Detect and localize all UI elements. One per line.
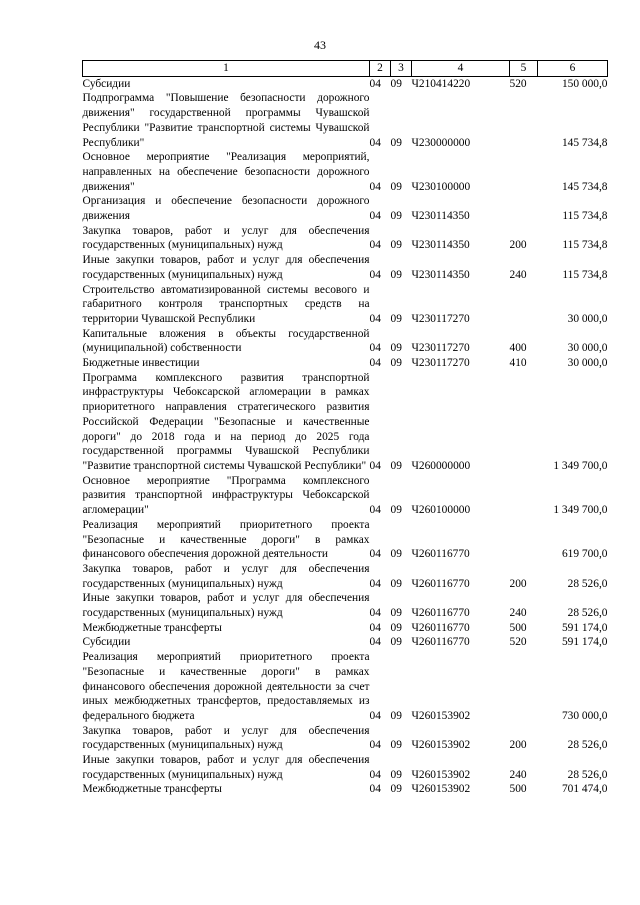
row-amount-cell: 28 526,0 xyxy=(567,768,608,781)
row-amount-cell: 28 526,0 xyxy=(567,607,608,620)
row-subsection-cell: 09 xyxy=(390,357,402,370)
table-row xyxy=(83,371,608,474)
row-expense-type-cell xyxy=(510,91,538,150)
row-name-cell: Субсидии xyxy=(82,77,131,90)
row-name-cell: Межбюджетные трансферты xyxy=(82,783,222,796)
table-row xyxy=(83,474,608,518)
row-name-cell: Иные закупки товаров, работ и услуг для обеспечения государственных (муниципальных) нужд xyxy=(82,592,370,620)
row-expense-type-cell: 200 xyxy=(509,577,527,590)
row-expense-type-cell: 200 xyxy=(509,739,527,752)
table-row xyxy=(83,283,608,327)
row-amount-cell: 591 174,0 xyxy=(561,621,608,634)
row-target-article-cell: Ч260153902 xyxy=(411,739,471,752)
row-amount-cell: 30 000,0 xyxy=(567,312,608,325)
table-row xyxy=(83,194,608,223)
row-target-article-cell: Ч210414220 xyxy=(411,77,471,90)
row-section-cell: 04 xyxy=(369,636,381,649)
row-amount-cell: 619 700,0 xyxy=(561,548,608,561)
row-subsection-cell: 09 xyxy=(390,77,402,90)
row-section-cell: 04 xyxy=(369,342,381,355)
row-subsection-cell: 09 xyxy=(390,239,402,252)
row-name-cell: Межбюджетные трансферты xyxy=(82,621,222,634)
row-name-cell: Строительство автоматизированной системы весового и габаритного контроля транспортных средств на территории Чувашской Республики xyxy=(82,283,370,325)
table-row xyxy=(83,253,608,282)
row-name-cell: Программа комплексного развития транспортной инфраструктуры Чебоксарской агломерации в рамках приоритетного направления стратегического развития Российской Федерации "Безопасные и качественные дороги" до 2018 года и на период до 2025 года государственной программы Чувашской Республики "Развитие транспортной системы Чувашской Республики" xyxy=(82,371,370,472)
header-col-2: 2 xyxy=(370,61,391,77)
row-expense-type-cell: 410 xyxy=(509,357,527,370)
row-name-cell: Бюджетные инвестиции xyxy=(82,357,200,370)
row-subsection-cell: 09 xyxy=(390,577,402,590)
row-amount-cell: 701 474,0 xyxy=(561,783,608,796)
row-target-article-cell: Ч260153902 xyxy=(411,783,471,796)
row-expense-type-cell xyxy=(510,283,538,327)
row-target-article-cell: Ч260153902 xyxy=(411,768,471,781)
row-target-article-cell: Ч260100000 xyxy=(411,504,471,517)
table-row xyxy=(83,356,608,371)
row-expense-type-cell xyxy=(510,371,538,474)
row-amount-cell: 115 734,8 xyxy=(562,239,608,252)
budget-table xyxy=(82,60,608,797)
page-number: 43 xyxy=(314,38,326,52)
row-subsection-cell: 09 xyxy=(390,459,402,472)
row-expense-type-cell: 500 xyxy=(509,783,527,796)
row-section-cell: 04 xyxy=(369,210,381,223)
row-subsection-cell: 09 xyxy=(390,136,402,149)
table-row xyxy=(83,91,608,150)
row-expense-type-cell xyxy=(510,518,538,562)
row-subsection-cell: 09 xyxy=(390,504,402,517)
row-subsection-cell: 09 xyxy=(390,783,402,796)
header-col-5: 5 xyxy=(510,61,538,77)
row-subsection-cell: 09 xyxy=(390,342,402,355)
row-subsection-cell: 09 xyxy=(390,621,402,634)
table-row xyxy=(83,562,608,591)
row-subsection-cell: 09 xyxy=(390,709,402,722)
row-target-article-cell: Ч230117270 xyxy=(411,312,470,325)
row-name-cell: Закупка товаров, работ и услуг для обеспечения государственных (муниципальных) нужд xyxy=(82,562,370,590)
row-amount-cell: 28 526,0 xyxy=(567,739,608,752)
row-amount-cell: 30 000,0 xyxy=(567,342,608,355)
table-row xyxy=(83,753,608,782)
table-row xyxy=(83,518,608,562)
row-subsection-cell: 09 xyxy=(390,607,402,620)
row-expense-type-cell: 400 xyxy=(509,342,527,355)
row-section-cell: 04 xyxy=(369,577,381,590)
row-amount-cell: 730 000,0 xyxy=(561,709,608,722)
table-row xyxy=(83,782,608,797)
table-row xyxy=(83,650,608,724)
row-section-cell: 04 xyxy=(369,459,381,472)
row-expense-type-cell xyxy=(510,474,538,518)
row-expense-type-cell: 520 xyxy=(509,636,527,649)
row-section-cell: 04 xyxy=(369,312,381,325)
row-section-cell: 04 xyxy=(369,607,381,620)
table-row xyxy=(83,591,608,620)
row-section-cell: 04 xyxy=(369,768,381,781)
row-subsection-cell: 09 xyxy=(390,180,402,193)
row-target-article-cell: Ч260116770 xyxy=(411,548,470,561)
row-name-cell: Организация и обеспечение безопасности дорожного движения xyxy=(82,195,370,223)
row-subsection-cell: 09 xyxy=(390,548,402,561)
row-amount-cell: 150 000,0 xyxy=(561,77,608,90)
table-row xyxy=(83,327,608,356)
row-name-cell: Иные закупки товаров, работ и услуг для обеспечения государственных (муниципальных) нужд xyxy=(82,254,370,281)
row-target-article-cell: Ч230114350 xyxy=(411,239,470,252)
row-target-article-cell: Ч260116770 xyxy=(411,607,470,620)
row-amount-cell: 30 000,0 xyxy=(567,357,608,370)
row-amount-cell: 1 349 700,0 xyxy=(553,459,608,472)
header-col-6: 6 xyxy=(538,61,608,77)
row-target-article-cell: Ч260116770 xyxy=(411,621,470,634)
row-expense-type-cell: 500 xyxy=(509,621,527,634)
row-expense-type-cell: 200 xyxy=(509,239,527,252)
row-amount-cell: 145 734,8 xyxy=(561,136,608,149)
row-section-cell: 04 xyxy=(369,504,381,517)
row-subsection-cell: 09 xyxy=(390,739,402,752)
table-row xyxy=(83,635,608,650)
row-name-cell: Капитальные вложения в объекты государственной (муниципальной) собственности xyxy=(82,327,370,355)
header-row xyxy=(83,61,608,77)
row-target-article-cell: Ч230114350 xyxy=(411,268,470,281)
table-row xyxy=(83,150,608,194)
row-name-cell: Основное мероприятие "Программа комплексного развития транспортной инфраструктуры Чебоксарской агломерации" xyxy=(82,474,370,517)
table-row xyxy=(83,621,608,636)
table-row xyxy=(83,724,608,753)
row-amount-cell: 115 734,8 xyxy=(562,210,608,223)
row-section-cell: 04 xyxy=(369,136,381,149)
row-amount-cell: 1 349 700,0 xyxy=(553,504,608,517)
row-name-cell: Основное мероприятие "Реализация мероприятий, направленных на обеспечение безопасности дорожного движения" xyxy=(82,151,370,193)
row-subsection-cell: 09 xyxy=(390,312,402,325)
row-target-article-cell: Ч230117270 xyxy=(411,357,470,370)
row-section-cell: 04 xyxy=(369,357,381,370)
row-expense-type-cell: 240 xyxy=(509,268,527,281)
row-expense-type-cell: 240 xyxy=(509,768,527,781)
row-expense-type-cell: 240 xyxy=(509,607,527,620)
row-name-cell: Реализация мероприятий приоритетного проекта "Безопасные и качественные дороги" в рамках финансового обеспечения дорожной деятельности xyxy=(82,518,370,561)
header-col-1: 1 xyxy=(83,61,370,77)
row-expense-type-cell: 520 xyxy=(509,77,527,90)
row-target-article-cell: Ч230114350 xyxy=(411,210,470,223)
row-section-cell: 04 xyxy=(369,621,381,634)
row-name-cell: Реализация мероприятий приоритетного проекта "Безопасные и качественные дороги" в рамках финансового обеспечения дорожной деятельности за счет иных межбюджетных трансфертов, предоставляемых из федерального бюджета xyxy=(82,651,370,722)
row-section-cell: 04 xyxy=(369,783,381,796)
row-section-cell: 04 xyxy=(369,77,381,90)
row-target-article-cell: Ч260116770 xyxy=(411,636,470,649)
row-expense-type-cell xyxy=(510,150,538,194)
header-col-3: 3 xyxy=(391,61,412,77)
row-expense-type-cell xyxy=(510,194,538,223)
row-amount-cell: 115 734,8 xyxy=(562,268,608,281)
row-target-article-cell: Ч230117270 xyxy=(411,342,470,355)
row-section-cell: 04 xyxy=(369,548,381,561)
row-name-cell: Подпрограмма "Повышение безопасности дорожного движения" государственной программы Чувашской Республики "Развитие транспортной системы Чувашской Республики" xyxy=(82,92,370,149)
row-section-cell: 04 xyxy=(369,739,381,752)
row-subsection-cell: 09 xyxy=(390,210,402,223)
row-section-cell: 04 xyxy=(369,709,381,722)
row-name-cell: Закупка товаров, работ и услуг для обеспечения государственных (муниципальных) нужд xyxy=(82,224,370,252)
row-subsection-cell: 09 xyxy=(390,768,402,781)
row-name-cell: Закупка товаров, работ и услуг для обеспечения государственных (муниципальных) нужд xyxy=(82,724,370,752)
table-row xyxy=(83,76,608,91)
row-amount-cell: 28 526,0 xyxy=(567,577,608,590)
header-col-4: 4 xyxy=(412,61,510,77)
row-subsection-cell: 09 xyxy=(390,268,402,281)
table-row xyxy=(83,224,608,253)
row-subsection-cell: 09 xyxy=(390,636,402,649)
row-section-cell: 04 xyxy=(369,239,381,252)
row-section-cell: 04 xyxy=(369,268,381,281)
row-target-article-cell: Ч260000000 xyxy=(411,459,471,472)
row-name-cell: Субсидии xyxy=(82,636,131,649)
row-target-article-cell: Ч260116770 xyxy=(411,577,470,590)
row-section-cell: 04 xyxy=(369,180,381,193)
row-target-article-cell: Ч260153902 xyxy=(411,709,471,722)
row-name-cell: Иные закупки товаров, работ и услуг для обеспечения государственных (муниципальных) нужд xyxy=(82,754,370,781)
row-expense-type-cell xyxy=(510,650,538,724)
row-amount-cell: 145 734,8 xyxy=(561,180,608,193)
row-amount-cell: 591 174,0 xyxy=(561,636,608,649)
row-target-article-cell: Ч230000000 xyxy=(411,136,471,149)
row-target-article-cell: Ч230100000 xyxy=(411,180,471,193)
